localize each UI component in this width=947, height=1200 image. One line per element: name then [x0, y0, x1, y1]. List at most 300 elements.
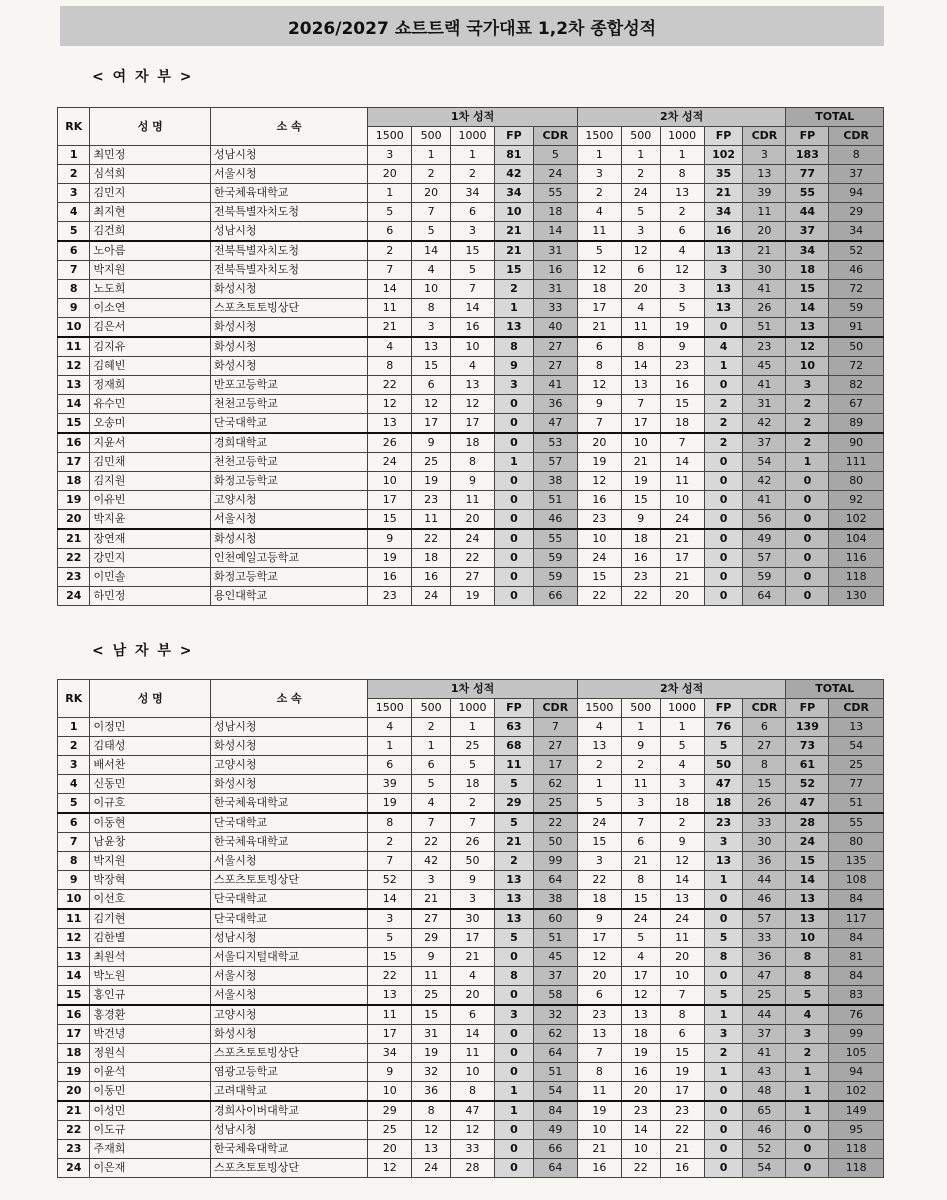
- score-cell: 14: [533, 222, 577, 242]
- score-cell: 0: [704, 529, 743, 549]
- score-cell: 81: [829, 948, 884, 967]
- score-cell: 6: [451, 1005, 495, 1025]
- score-cell: 9: [451, 871, 495, 890]
- score-cell: 0: [495, 1159, 534, 1178]
- score-cell: 5: [533, 146, 577, 165]
- score-cell: 14: [451, 299, 495, 318]
- round2-header: 2차 성적: [577, 108, 786, 127]
- score-cell: 13: [660, 890, 704, 910]
- sub-header-1500: 1500: [368, 699, 412, 718]
- score-cell: 21: [660, 529, 704, 549]
- score-cell: 11: [577, 1082, 621, 1102]
- score-cell: 1: [704, 1063, 743, 1082]
- score-cell: 34: [368, 1044, 412, 1063]
- score-cell: 11: [577, 222, 621, 242]
- affiliation: 화성시청: [211, 318, 368, 338]
- score-cell: 8: [704, 948, 743, 967]
- score-cell: 12: [577, 376, 621, 395]
- score-cell: 42: [495, 165, 534, 184]
- score-cell: 3: [495, 1005, 534, 1025]
- score-cell: 26: [368, 433, 412, 453]
- score-cell: 0: [704, 318, 743, 338]
- score-cell: 57: [743, 909, 786, 929]
- score-cell: 2: [704, 414, 743, 434]
- score-cell: 11: [660, 929, 704, 948]
- score-cell: 10: [621, 433, 660, 453]
- score-cell: 24: [412, 587, 451, 606]
- score-cell: 62: [533, 775, 577, 794]
- score-cell: 3: [660, 775, 704, 794]
- score-cell: 13: [368, 414, 412, 434]
- score-cell: 3: [704, 1025, 743, 1044]
- sub-header-1500: 1500: [577, 699, 621, 718]
- score-cell: 25: [533, 794, 577, 814]
- score-cell: 57: [743, 549, 786, 568]
- score-cell: 29: [412, 929, 451, 948]
- score-cell: 0: [704, 491, 743, 510]
- rank-cell: 1: [58, 718, 90, 737]
- score-cell: 16: [660, 1159, 704, 1178]
- score-cell: 8: [786, 948, 829, 967]
- score-cell: 1: [412, 737, 451, 756]
- score-cell: 0: [704, 1140, 743, 1159]
- table-row: [58, 549, 884, 568]
- score-cell: 12: [368, 395, 412, 414]
- table-row: [58, 357, 884, 376]
- athlete-name: 박장혁: [90, 871, 211, 890]
- score-cell: 24: [621, 909, 660, 929]
- score-cell: 49: [743, 529, 786, 549]
- score-cell: 20: [577, 433, 621, 453]
- score-cell: 1: [660, 718, 704, 737]
- score-cell: 0: [495, 510, 534, 530]
- score-cell: 13: [577, 1025, 621, 1044]
- score-cell: 7: [451, 280, 495, 299]
- round1-header: 1차 성적: [368, 680, 578, 699]
- rank-cell: 8: [58, 852, 90, 871]
- score-cell: 2: [786, 395, 829, 414]
- affiliation: 전북특별자치도청: [211, 241, 368, 261]
- total-header: TOTAL: [786, 680, 884, 699]
- score-cell: 46: [533, 510, 577, 530]
- score-cell: 8: [495, 967, 534, 986]
- affiliation: 스포츠토토빙상단: [211, 1044, 368, 1063]
- rank-cell: 1: [58, 146, 90, 165]
- score-cell: 13: [704, 241, 743, 261]
- score-cell: 24: [577, 813, 621, 833]
- score-cell: 10: [451, 337, 495, 357]
- score-cell: 2: [451, 165, 495, 184]
- score-cell: 12: [451, 1121, 495, 1140]
- score-cell: 0: [704, 1101, 743, 1121]
- athlete-name: 주재희: [90, 1140, 211, 1159]
- table-row: [58, 775, 884, 794]
- rank-cell: 9: [58, 871, 90, 890]
- score-cell: 33: [533, 299, 577, 318]
- table-row: [58, 1101, 884, 1121]
- sub-header-cdr: CDR: [743, 127, 786, 146]
- score-cell: 0: [495, 1121, 534, 1140]
- score-cell: 39: [368, 775, 412, 794]
- score-cell: 3: [786, 1025, 829, 1044]
- score-cell: 24: [621, 184, 660, 203]
- score-cell: 17: [368, 1025, 412, 1044]
- score-cell: 14: [412, 241, 451, 261]
- score-cell: 0: [495, 948, 534, 967]
- score-cell: 2: [495, 280, 534, 299]
- affiliation: 화성시청: [211, 775, 368, 794]
- score-cell: 66: [533, 587, 577, 606]
- score-cell: 17: [368, 491, 412, 510]
- score-cell: 1: [495, 299, 534, 318]
- score-cell: 14: [786, 299, 829, 318]
- score-cell: 34: [451, 184, 495, 203]
- affiliation: 화성시청: [211, 1025, 368, 1044]
- score-cell: 3: [412, 318, 451, 338]
- rank-cell: 2: [58, 737, 90, 756]
- score-cell: 18: [451, 433, 495, 453]
- rank-cell: 11: [58, 337, 90, 357]
- rank-cell: 5: [58, 222, 90, 242]
- rank-cell: 2: [58, 165, 90, 184]
- score-cell: 24: [786, 833, 829, 852]
- sub-header-500: 500: [621, 127, 660, 146]
- score-cell: 6: [412, 376, 451, 395]
- score-cell: 23: [412, 491, 451, 510]
- score-cell: 20: [451, 986, 495, 1006]
- affiliation: 한국체육대학교: [211, 833, 368, 852]
- score-cell: 16: [577, 491, 621, 510]
- rank-cell: 9: [58, 299, 90, 318]
- table-row: [58, 433, 884, 453]
- score-cell: 3: [412, 871, 451, 890]
- score-cell: 5: [495, 929, 534, 948]
- score-cell: 18: [660, 414, 704, 434]
- affiliation: 서울시청: [211, 967, 368, 986]
- score-cell: 0: [786, 510, 829, 530]
- athlete-name: 김한별: [90, 929, 211, 948]
- score-cell: 13: [412, 1140, 451, 1159]
- sub-header-cdr: CDR: [743, 699, 786, 718]
- score-cell: 32: [412, 1063, 451, 1082]
- score-cell: 3: [621, 222, 660, 242]
- athlete-name: 김민지: [90, 184, 211, 203]
- score-cell: 33: [743, 813, 786, 833]
- score-cell: 3: [368, 146, 412, 165]
- rank-cell: 20: [58, 510, 90, 530]
- affiliation: 한국체육대학교: [211, 184, 368, 203]
- score-cell: 0: [495, 986, 534, 1006]
- round2-header: 2차 성적: [577, 680, 786, 699]
- score-cell: 3: [451, 222, 495, 242]
- table-row: [58, 587, 884, 606]
- score-cell: 2: [786, 433, 829, 453]
- rank-cell: 10: [58, 318, 90, 338]
- score-cell: 14: [368, 280, 412, 299]
- score-cell: 16: [621, 549, 660, 568]
- score-cell: 4: [412, 261, 451, 280]
- score-cell: 13: [704, 280, 743, 299]
- score-cell: 12: [577, 472, 621, 491]
- score-cell: 10: [368, 1082, 412, 1102]
- score-cell: 1: [368, 184, 412, 203]
- score-cell: 0: [495, 1140, 534, 1159]
- score-cell: 1: [412, 146, 451, 165]
- score-cell: 0: [704, 890, 743, 910]
- affiliation: 성남시청: [211, 1121, 368, 1140]
- score-cell: 6: [368, 756, 412, 775]
- score-cell: 38: [533, 890, 577, 910]
- score-cell: 1: [368, 737, 412, 756]
- sub-header-fp: FP: [704, 699, 743, 718]
- score-cell: 102: [829, 1082, 884, 1102]
- score-cell: 29: [829, 203, 884, 222]
- score-cell: 117: [829, 909, 884, 929]
- score-cell: 18: [660, 794, 704, 814]
- score-cell: 139: [786, 718, 829, 737]
- score-cell: 5: [660, 737, 704, 756]
- score-cell: 16: [660, 376, 704, 395]
- score-cell: 12: [660, 852, 704, 871]
- score-cell: 1: [786, 1101, 829, 1121]
- affiliation: 서울시청: [211, 165, 368, 184]
- score-cell: 29: [368, 1101, 412, 1121]
- score-cell: 16: [533, 261, 577, 280]
- score-cell: 16: [368, 568, 412, 587]
- score-cell: 24: [660, 510, 704, 530]
- affiliation: 화성시청: [211, 737, 368, 756]
- score-cell: 36: [743, 852, 786, 871]
- score-cell: 17: [621, 967, 660, 986]
- score-cell: 24: [577, 549, 621, 568]
- women-section-label: < 여 자 부 >: [92, 69, 194, 85]
- table-row: [58, 1025, 884, 1044]
- score-cell: 12: [660, 261, 704, 280]
- affiliation: 고려대학교: [211, 1082, 368, 1102]
- score-cell: 22: [412, 529, 451, 549]
- score-cell: 42: [743, 472, 786, 491]
- score-cell: 7: [368, 852, 412, 871]
- sub-header-1000: 1000: [451, 699, 495, 718]
- score-cell: 11: [368, 1005, 412, 1025]
- score-cell: 35: [704, 165, 743, 184]
- score-cell: 15: [786, 280, 829, 299]
- score-cell: 13: [368, 986, 412, 1006]
- score-cell: 3: [577, 852, 621, 871]
- affiliation: 화성시청: [211, 357, 368, 376]
- score-cell: 14: [368, 890, 412, 910]
- score-cell: 16: [451, 318, 495, 338]
- score-cell: 72: [829, 280, 884, 299]
- score-cell: 99: [533, 852, 577, 871]
- score-cell: 0: [786, 1121, 829, 1140]
- athlete-name: 김태성: [90, 737, 211, 756]
- score-cell: 10: [495, 203, 534, 222]
- score-cell: 4: [451, 967, 495, 986]
- score-cell: 15: [660, 1044, 704, 1063]
- score-cell: 108: [829, 871, 884, 890]
- score-cell: 44: [786, 203, 829, 222]
- score-cell: 11: [621, 318, 660, 338]
- rank-cell: 6: [58, 813, 90, 833]
- score-cell: 2: [704, 395, 743, 414]
- score-cell: 130: [829, 587, 884, 606]
- score-cell: 10: [577, 529, 621, 549]
- affiliation: 천천고등학교: [211, 453, 368, 472]
- score-cell: 0: [495, 1025, 534, 1044]
- women-results-table: [57, 107, 884, 606]
- score-cell: 17: [451, 414, 495, 434]
- score-cell: 20: [660, 948, 704, 967]
- rank-cell: 7: [58, 261, 90, 280]
- affiliation: 화성시청: [211, 337, 368, 357]
- table-row: [58, 337, 884, 357]
- score-cell: 8: [451, 1082, 495, 1102]
- score-cell: 15: [412, 357, 451, 376]
- score-cell: 4: [577, 203, 621, 222]
- score-cell: 0: [786, 568, 829, 587]
- sub-header-1000: 1000: [660, 127, 704, 146]
- score-cell: 5: [621, 929, 660, 948]
- rank-cell: 8: [58, 280, 90, 299]
- score-cell: 3: [704, 833, 743, 852]
- table-row: [58, 491, 884, 510]
- score-cell: 6: [412, 756, 451, 775]
- score-cell: 1: [704, 871, 743, 890]
- score-cell: 9: [660, 337, 704, 357]
- score-cell: 8: [660, 165, 704, 184]
- score-cell: 0: [704, 587, 743, 606]
- score-cell: 27: [533, 357, 577, 376]
- rank-cell: 3: [58, 184, 90, 203]
- rank-cell: 22: [58, 549, 90, 568]
- table-row: [58, 165, 884, 184]
- table-row: [58, 146, 884, 165]
- table-row: [58, 241, 884, 261]
- score-cell: 31: [412, 1025, 451, 1044]
- sub-header-1500: 1500: [577, 127, 621, 146]
- score-cell: 9: [577, 395, 621, 414]
- score-cell: 30: [743, 261, 786, 280]
- score-cell: 27: [533, 737, 577, 756]
- score-cell: 81: [495, 146, 534, 165]
- score-cell: 24: [533, 165, 577, 184]
- score-cell: 5: [495, 813, 534, 833]
- score-cell: 9: [412, 948, 451, 967]
- affiliation: 서울시청: [211, 510, 368, 530]
- score-cell: 27: [533, 337, 577, 357]
- rank-cell: 11: [58, 909, 90, 929]
- score-cell: 0: [786, 1159, 829, 1178]
- table-row: [58, 280, 884, 299]
- score-cell: 48: [743, 1082, 786, 1102]
- athlete-name: 이소연: [90, 299, 211, 318]
- score-cell: 10: [368, 472, 412, 491]
- score-cell: 63: [495, 718, 534, 737]
- score-cell: 19: [368, 549, 412, 568]
- score-cell: 25: [412, 986, 451, 1006]
- score-cell: 77: [829, 775, 884, 794]
- total-header: TOTAL: [786, 108, 884, 127]
- score-cell: 34: [704, 203, 743, 222]
- table-row: [58, 1044, 884, 1063]
- score-cell: 116: [829, 549, 884, 568]
- athlete-name: 최민정: [90, 146, 211, 165]
- score-cell: 0: [786, 549, 829, 568]
- score-cell: 9: [368, 529, 412, 549]
- score-cell: 22: [368, 376, 412, 395]
- score-cell: 17: [451, 929, 495, 948]
- score-cell: 64: [743, 587, 786, 606]
- score-cell: 15: [368, 948, 412, 967]
- rank-cell: 22: [58, 1121, 90, 1140]
- score-cell: 2: [368, 241, 412, 261]
- score-cell: 84: [533, 1101, 577, 1121]
- score-cell: 21: [412, 890, 451, 910]
- score-cell: 10: [412, 280, 451, 299]
- affiliation: 고양시청: [211, 1005, 368, 1025]
- score-cell: 0: [704, 453, 743, 472]
- score-cell: 8: [660, 1005, 704, 1025]
- score-cell: 12: [368, 1159, 412, 1178]
- athlete-name: 유수민: [90, 395, 211, 414]
- score-cell: 12: [786, 337, 829, 357]
- score-cell: 0: [495, 587, 534, 606]
- rank-cell: 16: [58, 433, 90, 453]
- athlete-name: 이선호: [90, 890, 211, 910]
- score-cell: 5: [786, 986, 829, 1006]
- score-cell: 0: [495, 568, 534, 587]
- sub-header-1500: 1500: [368, 127, 412, 146]
- score-cell: 49: [533, 1121, 577, 1140]
- score-cell: 30: [743, 833, 786, 852]
- table-row: [58, 890, 884, 910]
- affiliation: 고양시청: [211, 491, 368, 510]
- athlete-name: 노도희: [90, 280, 211, 299]
- score-cell: 5: [577, 241, 621, 261]
- score-cell: 1: [704, 1005, 743, 1025]
- score-cell: 8: [743, 756, 786, 775]
- score-cell: 19: [577, 1101, 621, 1121]
- score-cell: 13: [577, 737, 621, 756]
- score-cell: 8: [621, 337, 660, 357]
- score-cell: 13: [495, 318, 534, 338]
- table-row: [58, 833, 884, 852]
- score-cell: 0: [704, 909, 743, 929]
- athlete-name: 최지현: [90, 203, 211, 222]
- table-row: [58, 376, 884, 395]
- score-cell: 58: [533, 986, 577, 1006]
- score-cell: 15: [495, 261, 534, 280]
- score-cell: 4: [704, 337, 743, 357]
- score-cell: 2: [451, 794, 495, 814]
- score-cell: 183: [786, 146, 829, 165]
- score-cell: 11: [621, 775, 660, 794]
- score-cell: 46: [743, 890, 786, 910]
- score-cell: 19: [660, 1063, 704, 1082]
- score-cell: 92: [829, 491, 884, 510]
- score-cell: 23: [621, 1101, 660, 1121]
- athlete-name: 오송미: [90, 414, 211, 434]
- page-title: 2026/2027 쇼트트랙 국가대표 1,2차 종합성적: [60, 6, 884, 46]
- score-cell: 7: [412, 203, 451, 222]
- score-cell: 5: [704, 929, 743, 948]
- athlete-name: 김기현: [90, 909, 211, 929]
- score-cell: 20: [368, 1140, 412, 1159]
- rank-cell: 13: [58, 376, 90, 395]
- score-cell: 5: [368, 929, 412, 948]
- score-cell: 16: [704, 222, 743, 242]
